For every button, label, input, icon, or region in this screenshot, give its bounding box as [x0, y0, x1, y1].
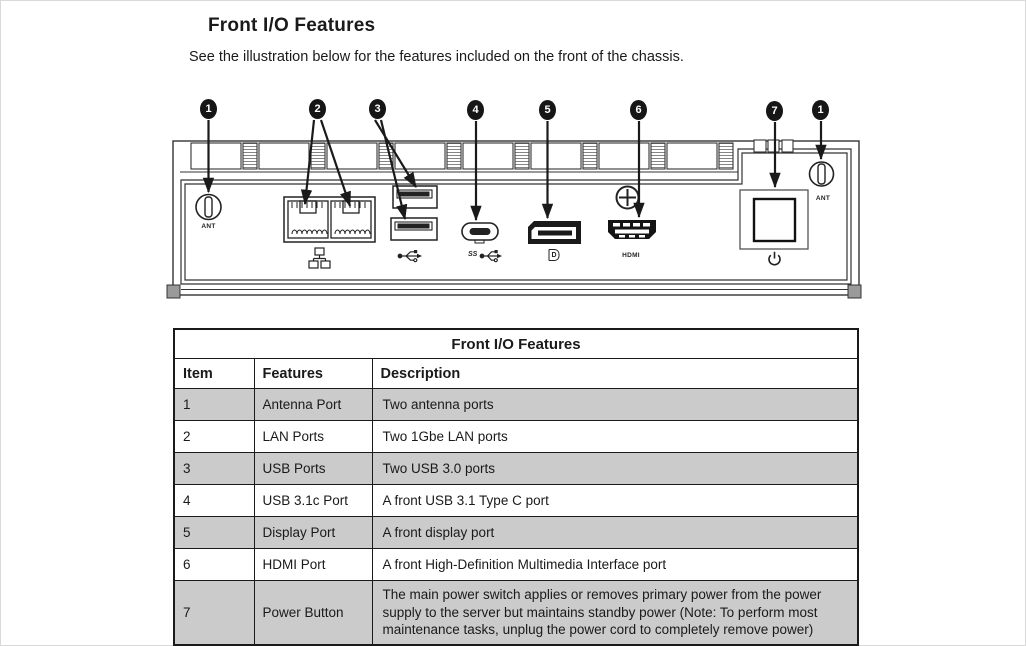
- lan-ports: [284, 197, 375, 242]
- page-intro-text: See the illustration below for the features included on the front of the chassis.: [189, 49, 684, 65]
- feature-cell: Power Button: [254, 581, 372, 645]
- item-cell: 4: [174, 485, 254, 517]
- io-feature-table: [173, 328, 859, 646]
- callout-6: 6: [630, 100, 647, 120]
- item-cell: 5: [174, 517, 254, 549]
- power-button: [740, 190, 808, 249]
- vent-band: [180, 140, 793, 172]
- callout-3: 3: [369, 99, 386, 119]
- io-table-body: [174, 389, 858, 645]
- description-cell: Two USB 3.0 ports: [372, 453, 858, 485]
- chassis-line-art: [1, 89, 1026, 321]
- table-row: [174, 453, 858, 485]
- table-row: [174, 581, 858, 645]
- description-cell: A front display port: [372, 517, 858, 549]
- callout-5: 5: [539, 100, 556, 120]
- item-cell: 1: [174, 389, 254, 421]
- feature-cell: Antenna Port: [254, 389, 372, 421]
- item-cell: 2: [174, 421, 254, 453]
- ant-label-right: ANT: [815, 195, 831, 202]
- page-title: Front I/O Features: [208, 15, 376, 36]
- col-header-description: Description: [372, 359, 858, 389]
- displayport-icon: D: [549, 249, 560, 261]
- table-row: [174, 389, 858, 421]
- description-cell: Two antenna ports: [372, 389, 858, 421]
- table-title: Front I/O Features: [174, 329, 858, 359]
- description-cell: A front High-Definition Multimedia Interface port: [372, 549, 858, 581]
- screw-icon: [617, 187, 639, 209]
- usb3-ss-label: SS: [468, 251, 478, 258]
- feature-cell: Display Port: [254, 517, 372, 549]
- antenna-port-left: [196, 195, 221, 220]
- ant-label-left: ANT: [201, 223, 216, 230]
- hdmi-port: [608, 220, 656, 239]
- item-cell: 3: [174, 453, 254, 485]
- hdmi-label: HDMI: [622, 252, 640, 259]
- feature-cell: USB Ports: [254, 453, 372, 485]
- description-cell: Two 1Gbe LAN ports: [372, 421, 858, 453]
- feature-cell: USB 3.1c Port: [254, 485, 372, 517]
- usb-icon: [398, 250, 422, 262]
- col-header-features: Features: [254, 359, 372, 389]
- callout-7: 7: [766, 101, 783, 121]
- table-header-row: [174, 359, 858, 389]
- description-cell: The main power switch applies or removes primary power from the power supply to the server but maintains standby power (Note: To perform most maintenance tasks, unplug the power cord to completely remove power): [372, 581, 858, 645]
- lan-icon: [309, 248, 330, 268]
- table-row: [174, 485, 858, 517]
- power-icon: [769, 252, 780, 265]
- callout-1-right: 1: [812, 100, 829, 120]
- callout-2: 2: [309, 99, 326, 119]
- table-row: [174, 549, 858, 581]
- item-cell: 6: [174, 549, 254, 581]
- usb-c-port: [462, 223, 498, 243]
- table-row: [174, 517, 858, 549]
- col-header-item: Item: [174, 359, 254, 389]
- description-cell: A front USB 3.1 Type C port: [372, 485, 858, 517]
- table-row: [174, 421, 858, 453]
- feature-cell: LAN Ports: [254, 421, 372, 453]
- front-io-diagram: [1, 89, 1026, 321]
- callout-4: 4: [467, 100, 484, 120]
- displayport: [528, 221, 581, 244]
- feature-cell: HDMI Port: [254, 549, 372, 581]
- callout-1-left: 1: [200, 99, 217, 119]
- table-title-row: [174, 329, 858, 359]
- usb3-icon: [480, 250, 502, 262]
- antenna-port-right: [810, 162, 834, 186]
- item-cell: 7: [174, 581, 254, 645]
